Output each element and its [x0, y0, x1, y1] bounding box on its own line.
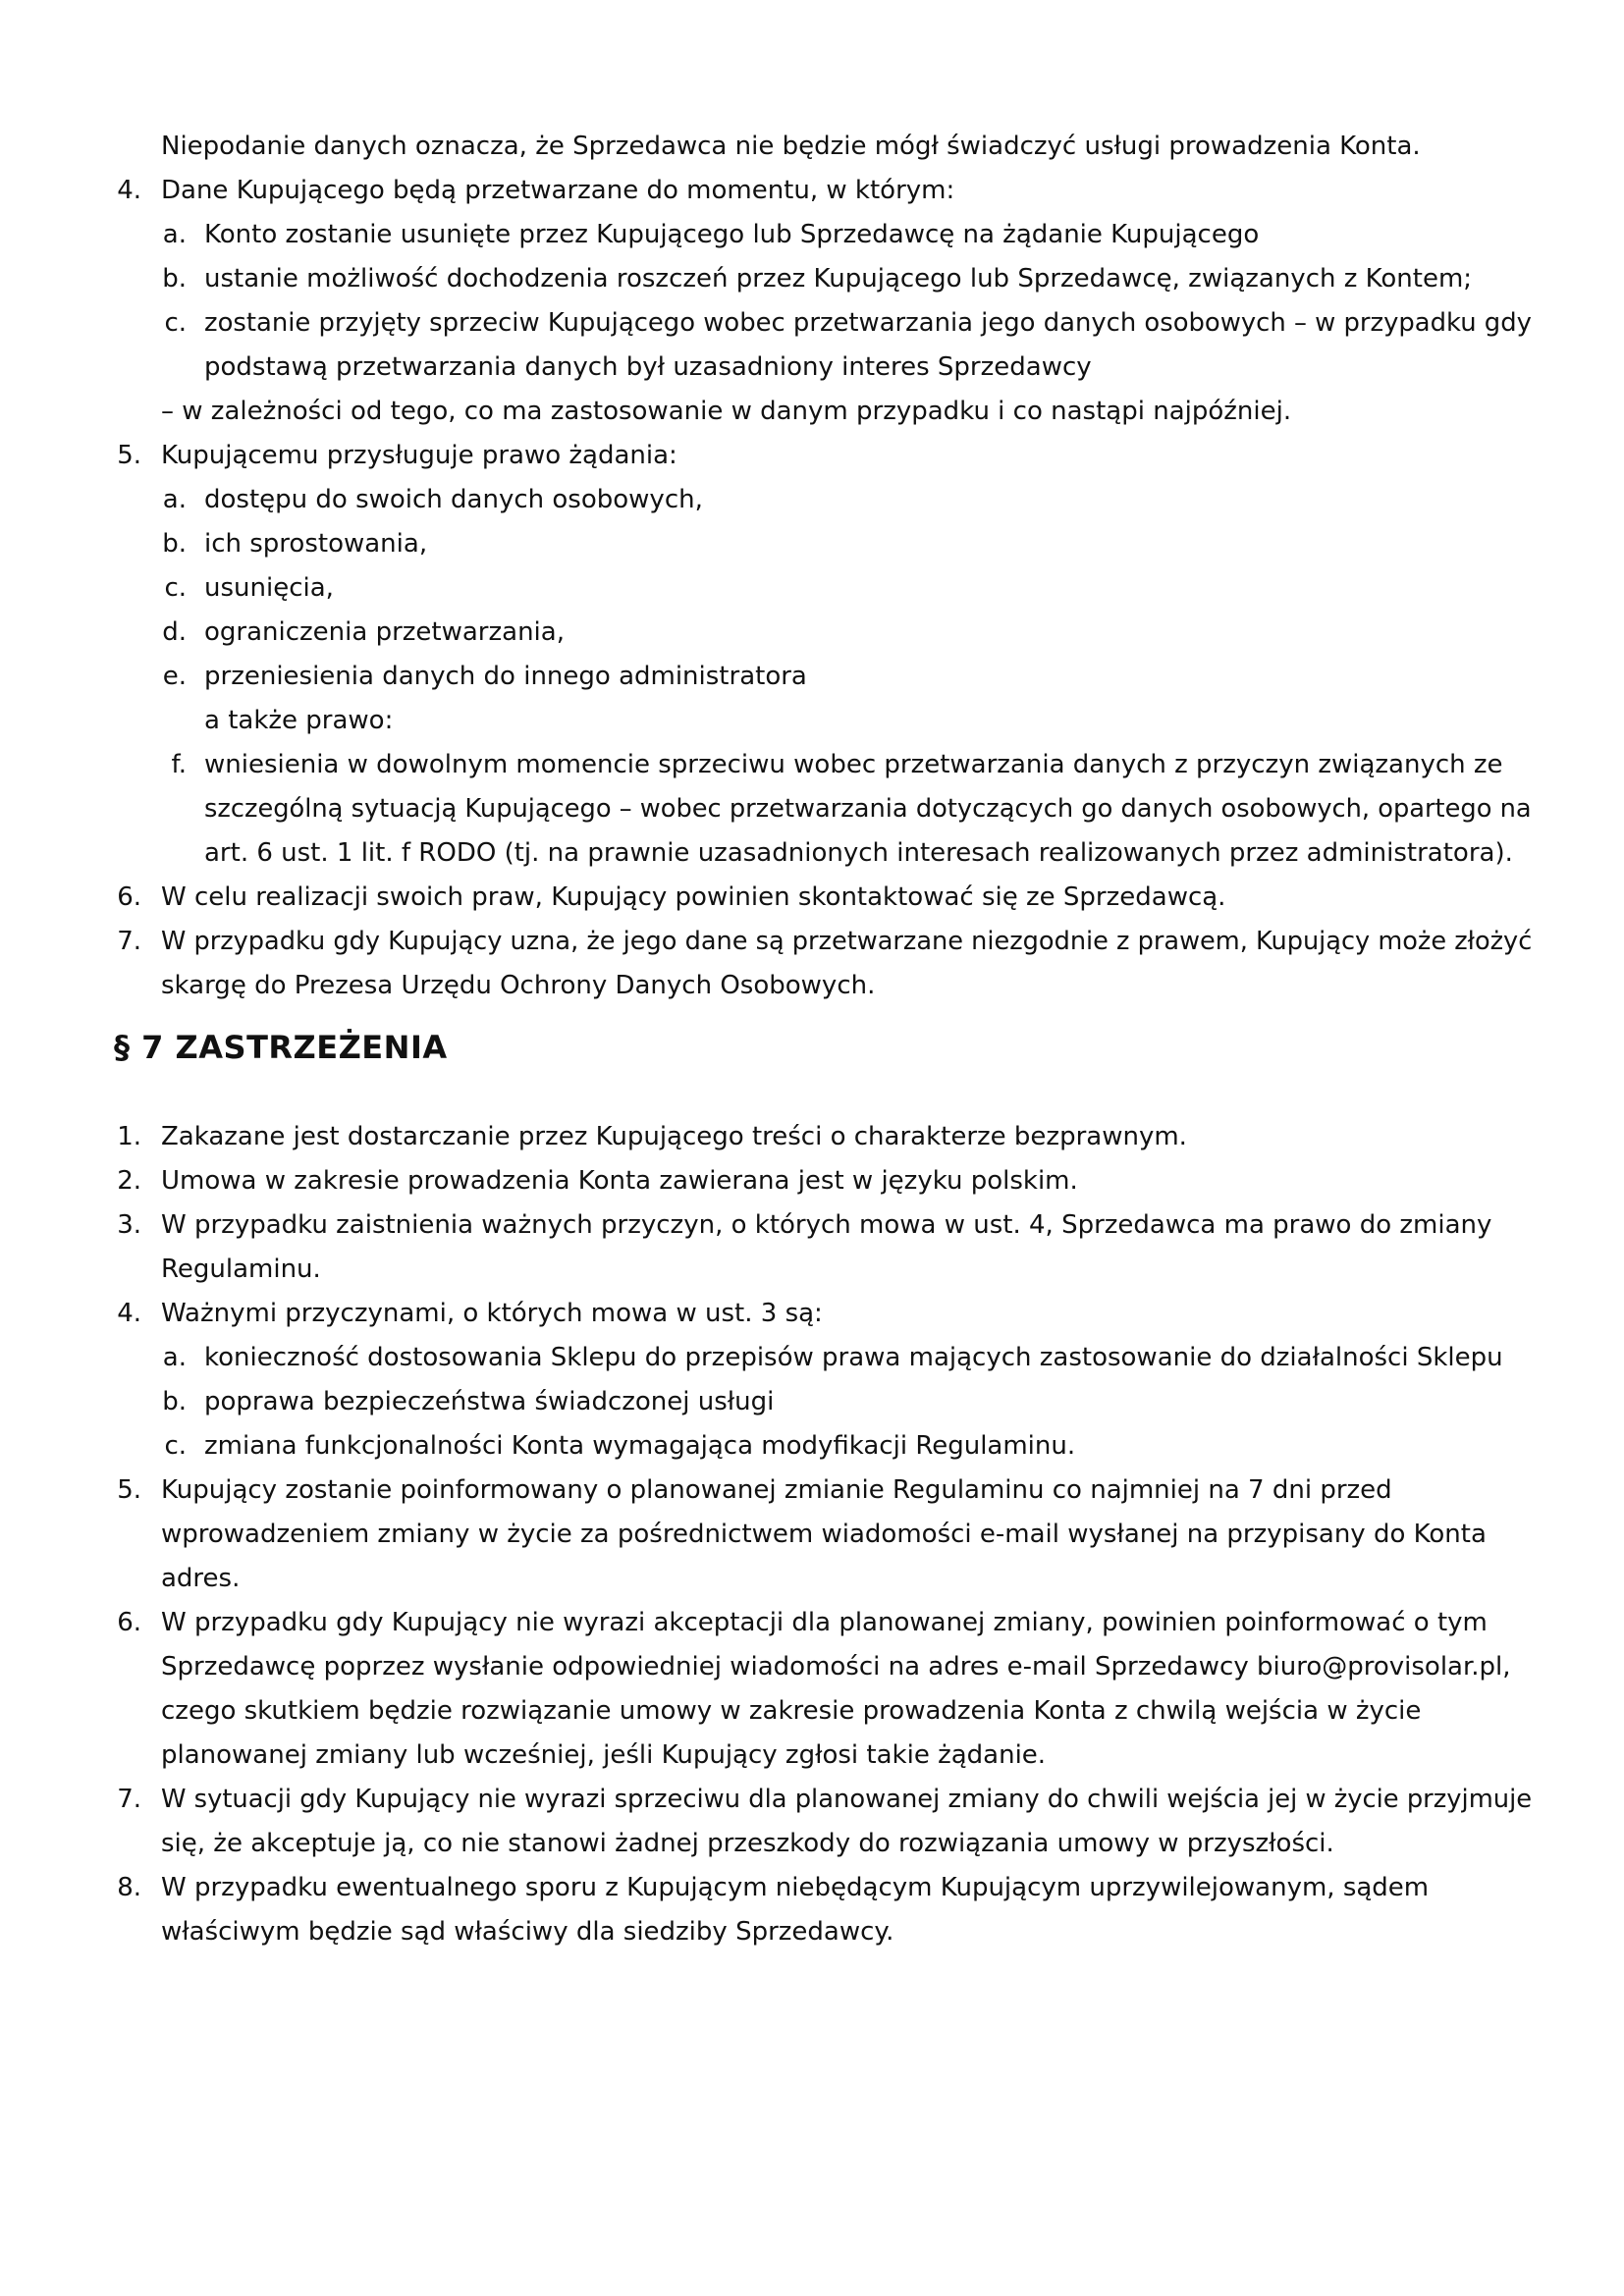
list-number: 2.	[117, 1166, 141, 1196]
list-number: 7.	[117, 1785, 141, 1814]
sublist-letter: c.	[164, 573, 187, 603]
list-item-continuation: wprowadzeniem zmiany w życie za pośrednictwem wiadomości e-mail wysłanej na przypisany do Konta	[161, 1520, 1487, 1549]
sublist-letter: b.	[162, 529, 187, 559]
list-number: 7.	[117, 927, 141, 956]
sublist-item: przeniesienia danych do innego administratora	[204, 662, 807, 691]
sublist-letter: c.	[164, 308, 187, 338]
sublist-letter: a.	[162, 1343, 187, 1372]
sublist-item: dostępu do swoich danych osobowych,	[204, 485, 703, 514]
sublist-letter: d.	[162, 617, 187, 647]
sublist-item: ustanie możliwość dochodzenia roszczeń przez Kupującego lub Sprzedawcę, związanych z Kontem;	[204, 264, 1473, 294]
list-item: Dane Kupującego będą przetwarzane do momentu, w którym:	[161, 176, 955, 205]
list-item: Ważnymi przyczynami, o których mowa w ust. 3 są:	[161, 1299, 823, 1328]
list-number: 1.	[117, 1122, 141, 1151]
list-number: 5.	[117, 1475, 141, 1505]
list-item: Kupującemu przysługuje prawo żądania:	[161, 441, 677, 470]
section-heading: § 7 ZASTRZEŻENIA	[114, 1029, 448, 1066]
list-item: Zakazane jest dostarczanie przez Kupującego treści o charakterze bezprawnym.	[161, 1122, 1187, 1151]
sublist-item: wniesienia w dowolnym momencie sprzeciwu wobec przetwarzania danych z przyczyn związanych ze	[204, 750, 1503, 779]
sublist-item: ich sprostowania,	[204, 529, 428, 559]
list-item: W przypadku gdy Kupujący nie wyrazi akceptacji dla planowanej zmiany, powinien poinformować o tym	[161, 1608, 1488, 1637]
list-item-continuation: się, że akceptuje ją, co nie stanowi żadnej przeszkody do rozwiązania umowy w przyszłości.	[161, 1829, 1334, 1858]
sublist-item-continuation: a także prawo:	[204, 706, 394, 735]
sublist-letter: c.	[164, 1431, 187, 1461]
list-item: W celu realizacji swoich praw, Kupujący powinien skontaktować się ze Sprzedawcą.	[161, 882, 1226, 912]
list-number: 6.	[117, 882, 141, 912]
sublist-item-continuation: art. 6 ust. 1 lit. f RODO (tj. na prawnie uzasadnionych interesach realizowanych przez administratora).	[204, 838, 1513, 868]
sublist-item: zostanie przyjęty sprzeciw Kupującego wobec przetwarzania jego danych osobowych – w przypadku gdy	[204, 308, 1532, 338]
list-item: W sytuacji gdy Kupujący nie wyrazi sprzeciwu dla planowanej zmiany do chwili wejścia jej w życie przyjmuje	[161, 1785, 1533, 1814]
list-item-continuation: Sprzedawcę poprzez wysłanie odpowiedniej wiadomości na adres e-mail Sprzedawcy biuro@provisolar.pl,	[161, 1652, 1511, 1682]
sublist-letter: b.	[162, 1387, 187, 1416]
list-item-continuation: właściwym będzie sąd właściwy dla siedziby Sprzedawcy.	[161, 1917, 894, 1947]
list-item: Kupujący zostanie poinformowany o planowanej zmianie Regulaminu co najmniej na 7 dni przed	[161, 1475, 1392, 1505]
sublist-letter: a.	[162, 485, 187, 514]
list-item-continuation: Regulaminu.	[161, 1255, 321, 1284]
sublist-item: konieczność dostosowania Sklepu do przepisów prawa mających zastosowanie do działalności Sklepu	[204, 1343, 1503, 1372]
sublist-item: ograniczenia przetwarzania,	[204, 617, 565, 647]
list-item: W przypadku ewentualnego sporu z Kupującym niebędącym Kupującym uprzywilejowanym, sądem	[161, 1873, 1430, 1902]
list-number: 6.	[117, 1608, 141, 1637]
paragraph-line: – w zależności od tego, co ma zastosowanie w danym przypadku i co nastąpi najpóźniej.	[161, 397, 1292, 426]
list-number: 4.	[117, 1299, 141, 1328]
list-item: W przypadku gdy Kupujący uzna, że jego dane są przetwarzane niezgodnie z prawem, Kupujący może złożyć	[161, 927, 1533, 956]
sublist-letter: f.	[171, 750, 187, 779]
list-item-continuation: skargę do Prezesa Urzędu Ochrony Danych Osobowych.	[161, 971, 876, 1000]
list-item-continuation: czego skutkiem będzie rozwiązanie umowy w zakresie prowadzenia Konta z chwilą wejścia w życie	[161, 1696, 1422, 1726]
list-number: 4.	[117, 176, 141, 205]
sublist-item: zmiana funkcjonalności Konta wymagająca modyfikacji Regulaminu.	[204, 1431, 1076, 1461]
list-number: 8.	[117, 1873, 141, 1902]
list-item-continuation: planowanej zmiany lub wcześniej, jeśli Kupujący zgłosi takie żądanie.	[161, 1740, 1047, 1770]
paragraph-line: Niepodanie danych oznacza, że Sprzedawca nie będzie mógł świadczyć usługi prowadzenia Konta.	[161, 132, 1421, 161]
list-item: Umowa w zakresie prowadzenia Konta zawierana jest w języku polskim.	[161, 1166, 1078, 1196]
list-item: W przypadku zaistnienia ważnych przyczyn, o których mowa w ust. 4, Sprzedawca ma prawo do zmiany	[161, 1210, 1492, 1240]
sublist-letter: b.	[162, 264, 187, 294]
list-number: 3.	[117, 1210, 141, 1240]
list-item-continuation: adres.	[161, 1564, 241, 1593]
sublist-letter: e.	[162, 662, 187, 691]
sublist-item: Konto zostanie usunięte przez Kupującego lub Sprzedawcę na żądanie Kupującego	[204, 220, 1260, 249]
sublist-item-continuation: szczególną sytuacją Kupującego – wobec przetwarzania dotyczących go danych osobowych, opartego na	[204, 794, 1532, 824]
list-number: 5.	[117, 441, 141, 470]
sublist-item: usunięcia,	[204, 573, 334, 603]
sublist-item-continuation: podstawą przetwarzania danych był uzasadniony interes Sprzedawcy	[204, 352, 1092, 382]
sublist-item: poprawa bezpieczeństwa świadczonej usługi	[204, 1387, 775, 1416]
sublist-letter: a.	[162, 220, 187, 249]
